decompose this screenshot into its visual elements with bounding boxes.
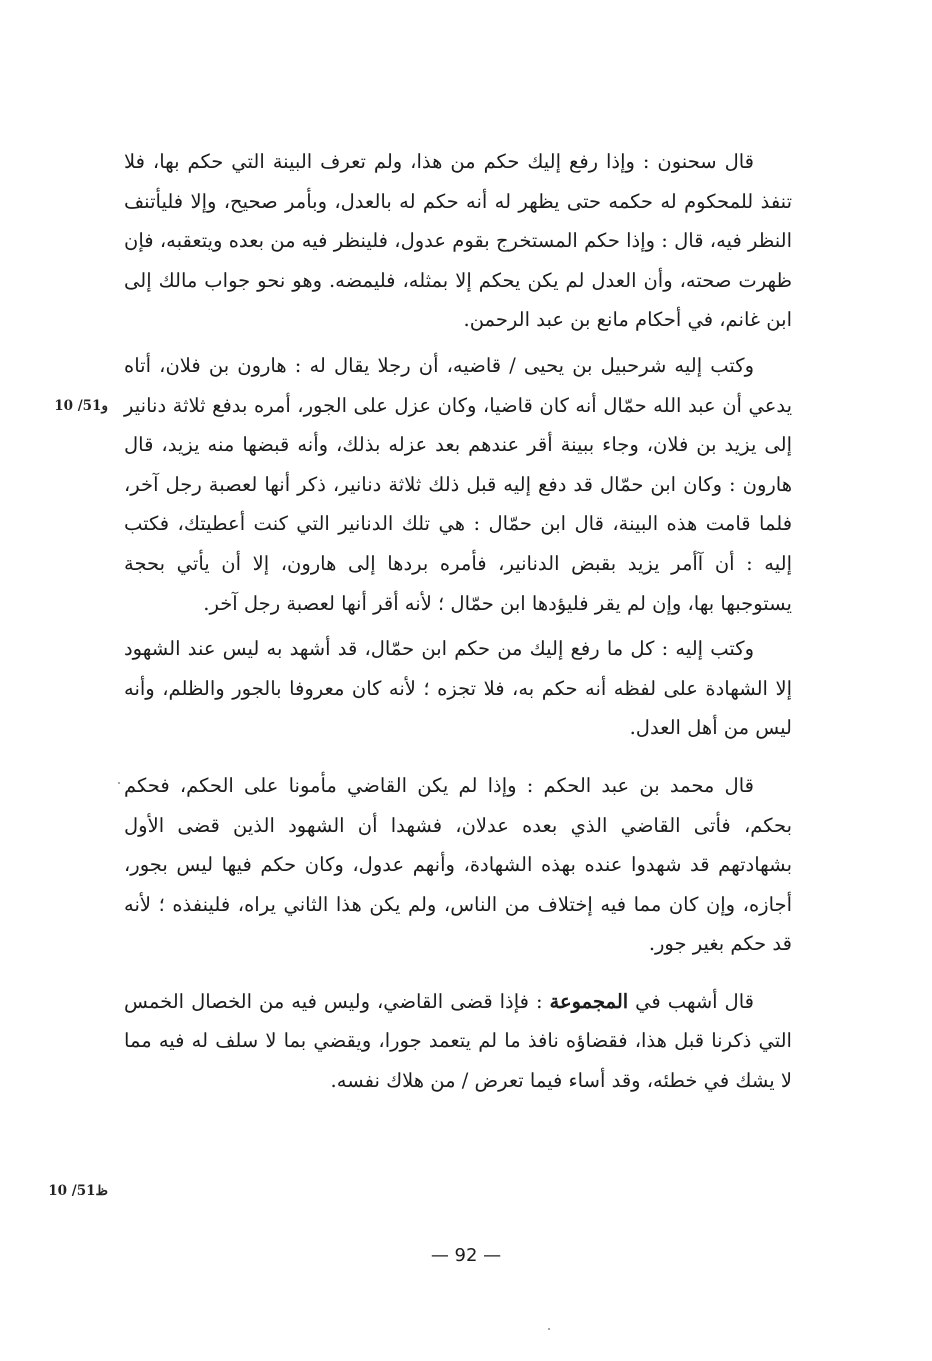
text-line: بها، فلا تنفذ للمحكوم له حكمه حتى يظهر له أنه حكم له بالعدل، وبأمر — [124, 150, 792, 213]
scan-speck — [118, 782, 120, 784]
text-line: فلينفذه ؛ لأنه قد حكم بغير جور. — [124, 892, 792, 956]
page-number: — 92 — — [430, 1245, 502, 1266]
text-line: ثلاثة دنانير إلى يزيد بن فلان، وجاء ببينة أقر عندهم بعد عزله بذلك، وأنه قبضها — [124, 393, 792, 457]
text-line: الشهود إلا الشهادة على لفظه أنه حكم به، فلا تجزه ؛ لأنه كان معروفا بالجور — [124, 637, 793, 700]
paragraph-5 — [124, 982, 792, 1101]
paragraph-3 — [124, 629, 792, 748]
scan-speck — [548, 1328, 550, 1330]
text-line: بحكم، فأتى القاضي الذي بعده عدلان، فشهدا أن الشهود الذين قضى الأول — [124, 813, 792, 837]
text-line: له فيه مما لا يشك في خطئه، وقد أساء فيما تعرض / من هلاك نفسه. — [124, 1029, 792, 1093]
text-line: الرحمن. — [463, 308, 531, 332]
text-line: أنها لعصبة رجل آخر، فلما قامت هذه البينة، قال ابن حمّال : هي تلك الدنانير — [124, 472, 793, 536]
main-text-block — [124, 142, 792, 1101]
paragraph-1 — [124, 142, 792, 340]
folio-note-recto: 10 /51و — [54, 398, 108, 414]
bold-title: المجموعة — [549, 989, 629, 1013]
text-line: بمثله، فليمضه. وهو نحو جواب مالك إلى ابن غانم، في أحكام مانع بن عبد — [124, 268, 792, 332]
text-line: قال أشهب في — [628, 989, 754, 1013]
folio-note-verso: 10 /51ظ — [48, 1183, 108, 1199]
text-line: أنها لعصبة رجل آخر. — [203, 591, 367, 615]
text-line: منه يزيد، قال هارون : وكان ابن حمّال قد دفع إليه قبل ذلك ثلاثة دنانير، ذكر — [124, 433, 793, 496]
text-line: قال سحنون : وإذا رفع إليك حكم من هذا، ولم تعرف البينة التي حكم — [187, 150, 754, 173]
text-line: أتاه يدعي أن عبد الله حمّال أنه كان قاضيا، وكان عزل على الجور، أمره بدفع — [124, 353, 792, 417]
text-line: بجور، أجازه، وإن كان مما فيه إختلاف من الناس، ولم يكن هذا الثاني يراه، — [124, 853, 793, 916]
text-line: وكتب إليه شرحبيل بن يحيى / قاضيه، أن رجلا يقال له : هارون بن فلان، — [159, 353, 754, 377]
text-line: وكتب إليه : كل ما رفع إليك من حكم ابن حمّال، قد أشهد به ليس عند — [187, 637, 754, 661]
text-line: قال محمد بن عبد الحكم : وإذا لم يكن القاضي مأمونا على الحكم، فحكم — [124, 773, 754, 797]
text-line: الخمس التي ذكرنا قبل هذا، فقضاؤه نافذ ما لم يتعمد جورا، ويقضي بما لا سلف — [124, 989, 792, 1053]
text-line: التي كنت أعطيتك، فكتب إليه : أن آأمر يزيد بقبض الدنانير، فأمره بردها إلى — [124, 512, 792, 575]
text-line: والظلم، وأنه ليس من أهل العدل. — [124, 676, 792, 740]
text-line: بشهادتهم قد شهدوا عنده بهذه الشهادة، وأنهم عدول، وكان حكم فيها ليس — [176, 853, 792, 877]
text-line: صحيح، وإلا فليأتنف النظر فيه، قال : وإذا حكم المستخرج بقوم عدول، — [124, 189, 793, 253]
paragraph-4 — [124, 766, 792, 964]
text-line: فلينظر فيه من بعده ويتعقبه، فإن ظهرت صحته، وأن العدل لم يكن يحكم إلا — [124, 229, 792, 292]
text-line: هارون، إلا أن يأتي بحجة يستوجبها بها، وإن لم يقر فليؤدها ابن حمّال ؛ لأنه أقر — [124, 551, 792, 615]
text-line: : فإذا قضى القاضي، وليس فيه من الخصال — [191, 989, 550, 1013]
paragraph-2 — [124, 346, 792, 623]
